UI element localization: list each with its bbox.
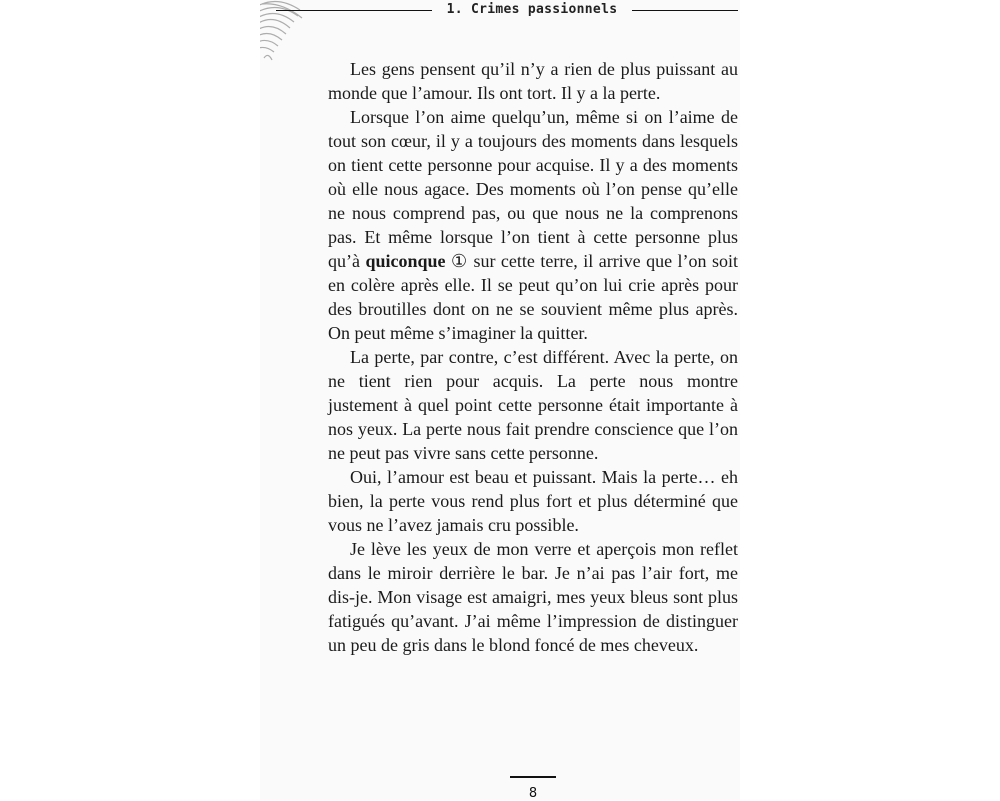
header-rule-left	[276, 10, 432, 11]
vocabulary-keyword: quiconque	[365, 251, 446, 271]
paragraph-2-text-b: sur cette terre, il arrive que l’on soit en colère après elle. Il se peut qu’on lui crie après pour des broutilles dont on ne se souvient même plus après. On peut même s’imaginer la quitter.	[328, 251, 739, 343]
paragraph-2-text-a: Lorsque l’on aime quelqu’un, même si on l’aime de tout son cœur, il y a toujours des moments dans lesquels on tient cette personne pour acquise. Il y a des moments où elle nous agace. Des moments où l’on pense qu’elle ne nous comprend pas, ou que nous ne la comprenons pas. Et même lorsque l’on tient à cette personne plus qu’à	[328, 107, 738, 271]
body-text	[328, 57, 738, 657]
chapter-title: 1. Crimes passionnels	[446, 2, 618, 17]
page-number: 8	[528, 786, 538, 801]
running-header	[260, 0, 740, 24]
header-rule-right	[632, 10, 738, 11]
paragraph-1: Les gens pensent qu’il n’y a rien de plus puissant au monde que l’amour. Ils ont tort. Il y a la perte.	[328, 59, 738, 103]
paragraph-3: La perte, par contre, c’est différent. Avec la perte, on ne tient rien pour acquis. La perte nous montre justement à quel point cette personne était importante à nos yeux. La perte nous fait prendre conscience que l’on ne peut pas vivre sans cette personne.	[328, 347, 738, 463]
paragraph-5: Je lève les yeux de mon verre et aperçois mon reflet dans le miroir derrière le bar. Je n’ai pas l’air fort, me dis-je. Mon visage est amaigri, mes yeux bleus sont plus fatigués qu’avant. J’ai même l’impression de distinguer un peu de gris dans le blond foncé de mes cheveux.	[328, 539, 738, 655]
paragraph-2	[328, 105, 738, 345]
paragraph-4: Oui, l’amour est beau et puissant. Mais la perte… eh bien, la perte vous rend plus fort et plus déterminé que vous ne l’avez jamais cru possible.	[328, 467, 738, 535]
footer-rule	[510, 776, 556, 778]
footnote-marker: ①	[450, 251, 469, 271]
